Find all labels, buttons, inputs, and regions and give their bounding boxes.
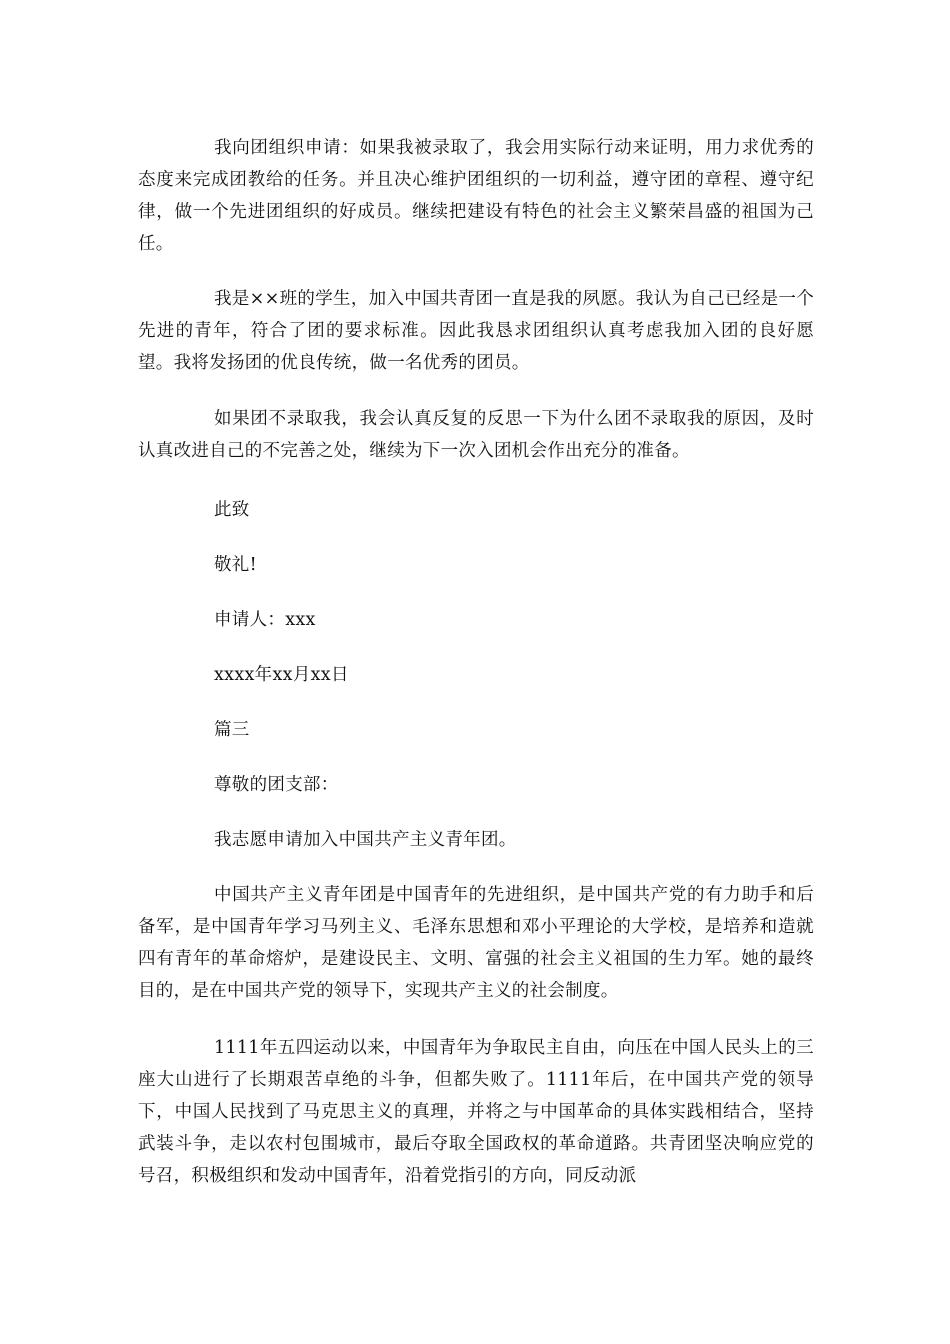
paragraph-if-not-accepted: 如果团不录取我，我会认真反复的反思一下为什么团不录取我的原因，及时认真改进自己的不完善之处，继续为下一次入团机会作出充分的准备。 — [138, 409, 814, 461]
application-date: xxxx年xx月xx日 — [214, 665, 349, 685]
applicant-signature: 申请人：xxx — [214, 610, 316, 630]
salutation: 尊敬的团支部： — [214, 775, 339, 795]
section-title: 篇三 — [214, 720, 250, 740]
paragraph-self-introduction: 我是××班的学生，加入中国共青团一直是我的夙愿。我认为自己已经是一个先进的青年，符合了团的要求标准。因此我恳求团组织认真考虑我加入团的良好愿望。我将发扬团的优良传统，做一名优秀的团员。 — [138, 289, 814, 373]
paragraph-history: 1111年五四运动以来，中国青年为争取民主自由，向压在中国人民头上的三座大山进行了长期艰苦卓绝的斗争，但都失败了。1111年后，在中国共产党的领导下，中国人民找到了马克思主义的真理，并将之与中国革命的具体实践相结合，坚持武装斗争，走以农村包围城市，最后夺取全国政权的革命道路。共青团坚决响应党的号召，积极组织和发动中国青年，沿着党指引的方向，同反动派 — [138, 1038, 814, 1186]
paragraph-application-pledge: 我向团组织申请：如果我被录取了，我会用实际行动来证明，用力求优秀的态度来完成团教给的任务。并且决心维护团组织的一切利益，遵守团的章程、遵守纪律，做一个先进团组织的好成员。继续把建设有特色的社会主义繁荣昌盛的祖国为己任。 — [138, 138, 814, 254]
paragraph-league-description: 中国共产主义青年团是中国青年的先进组织，是中国共产党的有力助手和后备军，是中国青年学习马列主义、毛泽东思想和邓小平理论的大学校，是培养和造就四有青年的革命熔炉，是建设民主、文明、富强的社会主义祖国的生力军。她的最终目的，是在中国共产党的领导下，实现共产主义的社会制度。 — [138, 885, 814, 1001]
closing-salute-2: 敬礼! — [214, 555, 257, 575]
application-statement: 我志愿申请加入中国共产主义青年团。 — [214, 830, 517, 850]
closing-salute-1: 此致 — [214, 500, 250, 520]
